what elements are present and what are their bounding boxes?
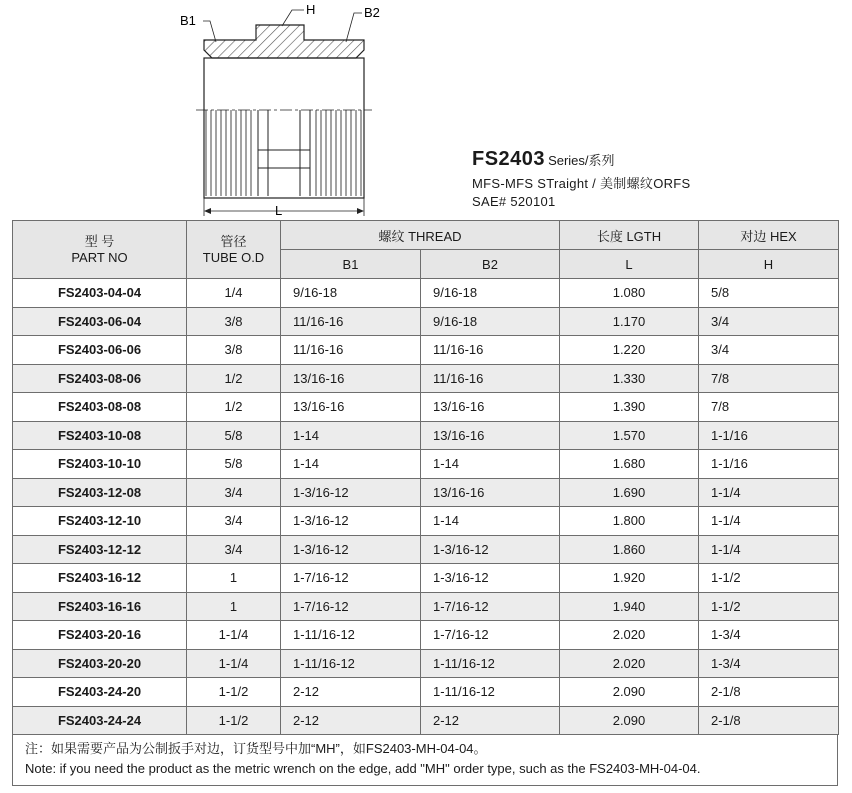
label-h: H xyxy=(306,2,316,17)
cell-tube: 1-1/2 xyxy=(187,678,281,707)
table-row xyxy=(13,621,839,650)
label-b1: B1 xyxy=(180,13,196,28)
cell-b1: 11/16-16 xyxy=(281,307,421,336)
cell-b2: 1-11/16-12 xyxy=(421,678,560,707)
table-row xyxy=(13,706,839,735)
cell-b2: 1-3/16-12 xyxy=(421,564,560,593)
cell-part-no: FS2403-12-10 xyxy=(13,507,187,536)
cell-part-no: FS2403-06-06 xyxy=(13,336,187,365)
cell-b1: 2-12 xyxy=(281,706,421,735)
cell-part-no: FS2403-08-08 xyxy=(13,393,187,422)
cell-b1: 1-14 xyxy=(281,450,421,479)
series-suffix: Series/系列 xyxy=(548,153,615,168)
right-thread xyxy=(316,110,361,196)
cell-length: 1.940 xyxy=(560,592,699,621)
cell-part-no: FS2403-24-24 xyxy=(13,706,187,735)
cell-b1: 9/16-18 xyxy=(281,279,421,308)
cell-b1: 1-7/16-12 xyxy=(281,592,421,621)
fitting-drawing xyxy=(176,0,396,222)
cell-part-no: FS2403-16-16 xyxy=(13,592,187,621)
cell-hex: 3/4 xyxy=(699,307,839,336)
cell-hex: 1-3/4 xyxy=(699,621,839,650)
header-thread: 螺纹 THREAD xyxy=(281,221,560,250)
cell-b1: 1-14 xyxy=(281,421,421,450)
table-row xyxy=(13,678,839,707)
cell-part-no: FS2403-10-08 xyxy=(13,421,187,450)
cell-tube: 1-1/4 xyxy=(187,649,281,678)
cell-part-no: FS2403-12-08 xyxy=(13,478,187,507)
cell-tube: 1/2 xyxy=(187,393,281,422)
header-hex: 对边 HEX xyxy=(699,221,839,250)
series-subtitle: MFS-MFS STraight / 美制螺纹ORFS xyxy=(472,176,691,191)
cell-b2: 11/16-16 xyxy=(421,364,560,393)
series-sae: SAE# 520101 xyxy=(472,194,556,209)
label-b2: B2 xyxy=(364,5,380,20)
cell-b2: 1-11/16-12 xyxy=(421,649,560,678)
cell-part-no: FS2403-04-04 xyxy=(13,279,187,308)
cell-length: 1.330 xyxy=(560,364,699,393)
table-row xyxy=(13,279,839,308)
header-part-en: PART NO xyxy=(71,249,128,265)
cell-hex: 1-1/4 xyxy=(699,535,839,564)
cell-tube: 3/8 xyxy=(187,307,281,336)
cell-part-no: FS2403-20-16 xyxy=(13,621,187,650)
cell-length: 2.020 xyxy=(560,649,699,678)
cell-hex: 1-3/4 xyxy=(699,649,839,678)
cell-tube: 5/8 xyxy=(187,421,281,450)
cell-b1: 2-12 xyxy=(281,678,421,707)
series-title xyxy=(472,148,691,171)
cell-hex: 7/8 xyxy=(699,364,839,393)
cell-length: 1.680 xyxy=(560,450,699,479)
header-b2: B2 xyxy=(421,250,560,279)
cell-hex: 1-1/2 xyxy=(699,592,839,621)
cell-b2: 1-14 xyxy=(421,450,560,479)
note-cn: 注：如果需要产品为公制扳手对边，订货型号中加“MH”，如FS2403-MH-04-04。 xyxy=(25,741,487,756)
cell-length: 1.220 xyxy=(560,336,699,365)
cell-tube: 1/4 xyxy=(187,279,281,308)
table-row xyxy=(13,307,839,336)
cell-b1: 1-11/16-12 xyxy=(281,649,421,678)
cell-hex: 2-1/8 xyxy=(699,706,839,735)
cell-tube: 3/8 xyxy=(187,336,281,365)
cell-b2: 13/16-16 xyxy=(421,421,560,450)
series-block xyxy=(472,148,691,209)
cell-b2: 2-12 xyxy=(421,706,560,735)
cell-tube: 1-1/4 xyxy=(187,621,281,650)
cell-b2: 13/16-16 xyxy=(421,478,560,507)
cell-b1: 1-7/16-12 xyxy=(281,564,421,593)
cell-length: 1.170 xyxy=(560,307,699,336)
cell-b2: 1-7/16-12 xyxy=(421,592,560,621)
table-body xyxy=(13,279,839,735)
header-tube-cn: 管径 xyxy=(220,233,247,249)
spec-table xyxy=(12,220,839,735)
cell-hex: 2-1/8 xyxy=(699,678,839,707)
cell-length: 2.090 xyxy=(560,678,699,707)
table-row xyxy=(13,592,839,621)
cell-b1: 13/16-16 xyxy=(281,393,421,422)
header-l: L xyxy=(560,250,699,279)
table-row xyxy=(13,421,839,450)
cell-tube: 5/8 xyxy=(187,450,281,479)
header-tube xyxy=(187,221,281,279)
table-row xyxy=(13,336,839,365)
cell-tube: 3/4 xyxy=(187,478,281,507)
cell-b2: 11/16-16 xyxy=(421,336,560,365)
cell-part-no: FS2403-10-10 xyxy=(13,450,187,479)
note-box xyxy=(12,735,838,786)
fitting-section-top xyxy=(204,25,364,58)
cell-b1: 1-11/16-12 xyxy=(281,621,421,650)
table-row xyxy=(13,535,839,564)
cell-length: 1.690 xyxy=(560,478,699,507)
cell-length: 2.090 xyxy=(560,706,699,735)
cell-hex: 1-1/4 xyxy=(699,507,839,536)
header-h: H xyxy=(699,250,839,279)
cell-b2: 1-7/16-12 xyxy=(421,621,560,650)
cell-length: 1.920 xyxy=(560,564,699,593)
header-b1: B1 xyxy=(281,250,421,279)
table-row xyxy=(13,393,839,422)
cell-hex: 1-1/4 xyxy=(699,478,839,507)
cell-tube: 1 xyxy=(187,564,281,593)
cell-b2: 1-14 xyxy=(421,507,560,536)
table-row xyxy=(13,478,839,507)
cell-hex: 5/8 xyxy=(699,279,839,308)
table-row xyxy=(13,507,839,536)
table-row xyxy=(13,564,839,593)
cell-part-no: FS2403-24-20 xyxy=(13,678,187,707)
table-row xyxy=(13,649,839,678)
header-part-no xyxy=(13,221,187,279)
hex-center xyxy=(258,110,310,196)
left-thread xyxy=(206,110,251,196)
cell-part-no: FS2403-06-04 xyxy=(13,307,187,336)
cell-hex: 1-1/16 xyxy=(699,421,839,450)
cell-hex: 1-1/16 xyxy=(699,450,839,479)
fitting-body-outline xyxy=(204,58,364,198)
cell-length: 1.080 xyxy=(560,279,699,308)
header-tube-en: TUBE O.D xyxy=(202,249,265,265)
label-l: L xyxy=(275,203,283,218)
table-row xyxy=(13,450,839,479)
cell-length: 1.570 xyxy=(560,421,699,450)
header-part-cn: 型 号 xyxy=(84,233,115,249)
cell-part-no: FS2403-12-12 xyxy=(13,535,187,564)
cell-length: 2.020 xyxy=(560,621,699,650)
cell-b1: 1-3/16-12 xyxy=(281,478,421,507)
cell-b2: 1-3/16-12 xyxy=(421,535,560,564)
cell-hex: 7/8 xyxy=(699,393,839,422)
cell-b1: 13/16-16 xyxy=(281,364,421,393)
cell-tube: 1/2 xyxy=(187,364,281,393)
cell-tube: 3/4 xyxy=(187,535,281,564)
cell-tube: 3/4 xyxy=(187,507,281,536)
cell-part-no: FS2403-16-12 xyxy=(13,564,187,593)
cell-length: 1.860 xyxy=(560,535,699,564)
note-en: Note: if you need the product as the metric wrench on the edge, add "MH" order type, such as the FS2403-MH-04-04. xyxy=(25,761,701,776)
table-row xyxy=(13,364,839,393)
cell-length: 1.390 xyxy=(560,393,699,422)
cell-b1: 1-3/16-12 xyxy=(281,535,421,564)
cell-part-no: FS2403-20-20 xyxy=(13,649,187,678)
cell-hex: 3/4 xyxy=(699,336,839,365)
cell-part-no: FS2403-08-06 xyxy=(13,364,187,393)
header-length: 长度 LGTH xyxy=(560,221,699,250)
series-code: FS2403 xyxy=(472,148,546,170)
cell-b1: 1-3/16-12 xyxy=(281,507,421,536)
cell-b2: 9/16-18 xyxy=(421,307,560,336)
cell-b2: 13/16-16 xyxy=(421,393,560,422)
cell-tube: 1-1/2 xyxy=(187,706,281,735)
cell-b2: 9/16-18 xyxy=(421,279,560,308)
cell-tube: 1 xyxy=(187,592,281,621)
cell-length: 1.800 xyxy=(560,507,699,536)
cell-hex: 1-1/2 xyxy=(699,564,839,593)
cell-b1: 11/16-16 xyxy=(281,336,421,365)
